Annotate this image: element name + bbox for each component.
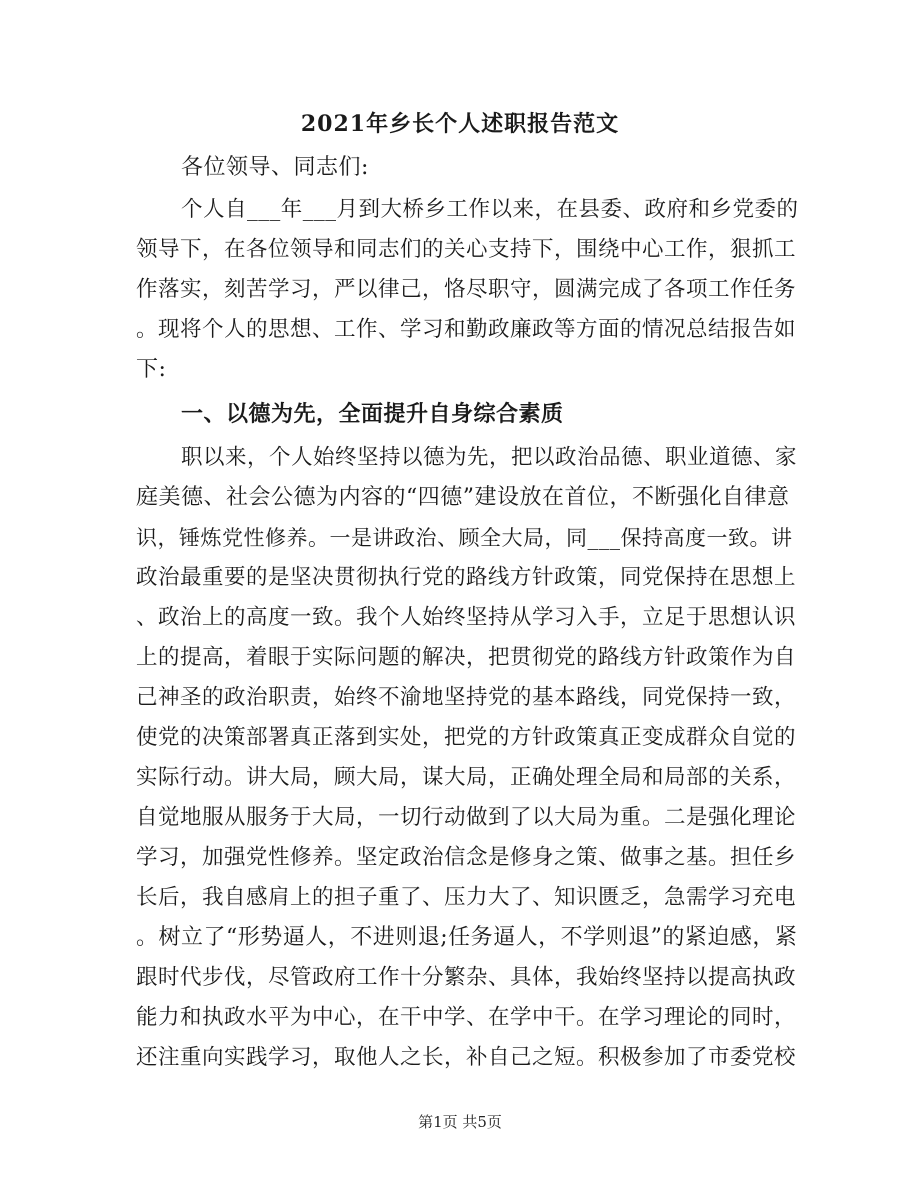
paragraph-line: 实际行动。讲大局，顾大局，谋大局，正确处理全局和局部的关系， [136,765,797,790]
paragraph-line: 领导下，在各位领导和同志们的关心支持下，围绕中心工作，狠抓工 [136,237,797,262]
paragraph-line: 。现将个人的思想、工作、学习和勤政廉政等方面的情况总结报告如 [136,317,797,342]
paragraph-line: 使党的决策部署真正落到实处，把党的方针政策真正变成群众自觉的 [136,725,797,750]
section-heading: 一、以德为先，全面提升自身综合素质 [181,401,564,427]
paragraph-line: 作落实，刻苦学习，严以律己，恪尽职守，圆满完成了各项工作任务 [136,277,797,302]
paragraph-line: 识，锤炼党性修养。一是讲政治、顾全大局，同___保持高度一致。讲 [136,526,793,550]
paragraph-line: 自觉地服从服务于大局，一切行动做到了以大局为重。二是强化理论 [136,805,797,830]
paragraph-line: 学习，加强党性修养。坚定政治信念是修身之策、做事之基。担任乡 [136,845,797,870]
paragraph-line: 下: [136,357,167,382]
paragraph-line: 己神圣的政治职责，始终不渝地坚持党的基本路线，同党保持一致， [136,685,797,710]
paragraph-line: 还注重向实践学习，取他人之长，补自己之短。积极参加了市委党校 [136,1045,797,1070]
paragraph-line: 政治最重要的是坚决贯彻执行党的路线方针政策，同党保持在思想上 [136,565,797,590]
salutation-line: 各位领导、同志们: [181,155,369,180]
paragraph-line: 能力和执政水平为中心，在干中学、在学中干。在学习理论的同时， [136,1005,797,1030]
paragraph-line: 职以来，个人始终坚持以德为先，把以政治品德、职业道德、家 [181,445,798,470]
paragraph-line: 。树立了“形势逼人，不进则退;任务逼人，不学则退”的紧迫感，紧 [136,925,798,950]
paragraph-line: 长后，我自感肩上的担子重了、压力大了、知识匮乏，急需学习充电 [136,885,797,910]
paragraph-line: 庭美德、社会公德为内容的“四德”建设放在首位，不断强化自律意 [136,485,790,510]
page-number: 第1页 共5页 [418,1113,502,1131]
paragraph-line: 个人自___年___月到大桥乡工作以来，在县委、政府和乡党委的 [181,197,799,222]
paragraph-line: 上的提高，着眼于实际问题的解决，把贯彻党的路线方针政策作为自 [136,645,797,670]
document-title: 2021年乡长个人述职报告范文 [300,111,620,137]
paragraph-line: 、政治上的高度一致。我个人始终坚持从学习入手，立足于思想认识 [136,605,797,630]
paragraph-line: 跟时代步伐，尽管政府工作十分繁杂、具体，我始终坚持以提高执政 [136,965,797,990]
